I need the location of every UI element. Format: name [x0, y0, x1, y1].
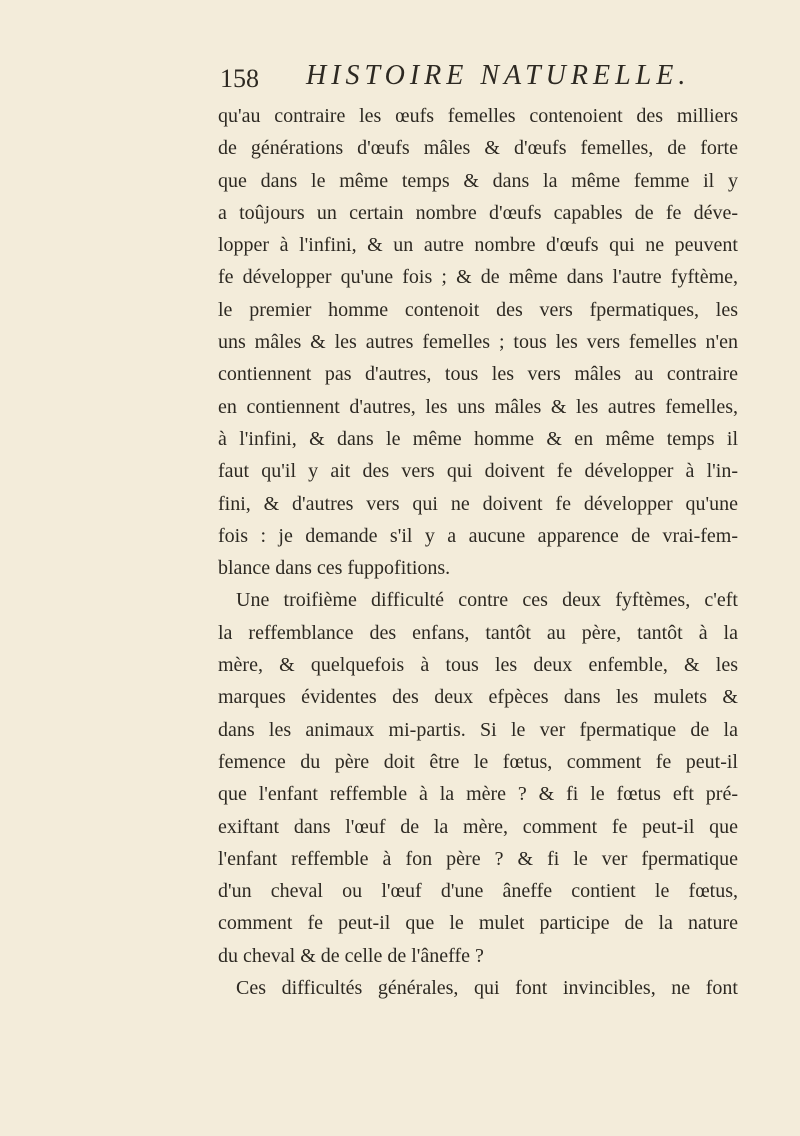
text-line: a toûjours un certain nombre d'œufs capables de fe déve- — [218, 201, 738, 224]
text-line: exiftant dans l'œuf de la mère, comment fe peut-il que — [218, 815, 738, 838]
text-line: que dans le même temps & dans la même femme il y — [218, 169, 738, 192]
text-line: à l'infini, & dans le même homme & en même temps il — [218, 427, 738, 450]
text-line: la reffemblance des enfans, tantôt au père, tantôt à la — [218, 621, 738, 644]
text-line: dans les animaux mi-partis. Si le ver fpermatique de la — [218, 718, 738, 741]
text-line: lopper à l'infini, & un autre nombre d'œufs qui ne peuvent — [218, 234, 738, 257]
running-head — [220, 60, 740, 100]
text-line: qu'au contraire les œufs femelles contenoient des milliers — [218, 105, 738, 127]
paragraph-start-line: Une troifième difficulté contre ces deux fyftèmes, c'eft — [236, 589, 738, 612]
paragraph-start-line: Ces difficultés générales, qui font invincibles, ne font — [236, 977, 738, 1000]
text-line: uns mâles & les autres femelles ; tous les vers femelles n'en — [218, 331, 738, 354]
text-line: l'enfant reffemble à fon père ? & fi le ver fpermatique — [218, 847, 738, 870]
text-line: marques évidentes des deux efpèces dans les mulets & — [218, 686, 738, 709]
text-line: femence du père doit être le fœtus, comment fe peut-il — [218, 750, 738, 773]
text-line: fini, & d'autres vers qui ne doivent fe développer qu'une — [218, 492, 738, 515]
text-line: de générations d'œufs mâles & d'œufs femelles, de forte — [218, 137, 738, 160]
text-line: fe développer qu'une fois ; & de même dans l'autre fyftème, — [218, 266, 738, 289]
running-title: HISTOIRE NATURELLE. — [306, 60, 691, 91]
body-text — [218, 100, 738, 1004]
text-line: le premier homme contenoit des vers fpermatiques, les — [218, 298, 738, 321]
text-line: d'un cheval ou l'œuf d'une âneffe contient le fœtus, — [218, 880, 738, 903]
text-line: blance dans ces fuppofitions. — [218, 557, 451, 580]
text-line: que l'enfant reffemble à la mère ? & fi le fœtus eft pré- — [218, 783, 738, 806]
text-line: fois : je demande s'il y a aucune apparence de vrai-fem- — [218, 524, 738, 547]
text-line: comment fe peut-il que le mulet participe de la nature — [218, 912, 738, 935]
text-line: mère, & quelquefois à tous les deux enfemble, & les — [218, 654, 738, 677]
text-line: du cheval & de celle de l'âneffe ? — [218, 944, 484, 967]
text-line: contiennent pas d'autres, tous les vers mâles au contraire — [218, 363, 738, 386]
page-number: 158 — [220, 64, 259, 93]
text-line: faut qu'il y ait des vers qui doivent fe développer à l'in- — [218, 460, 738, 483]
text-line: en contiennent d'autres, les uns mâles & les autres femelles, — [218, 395, 738, 418]
